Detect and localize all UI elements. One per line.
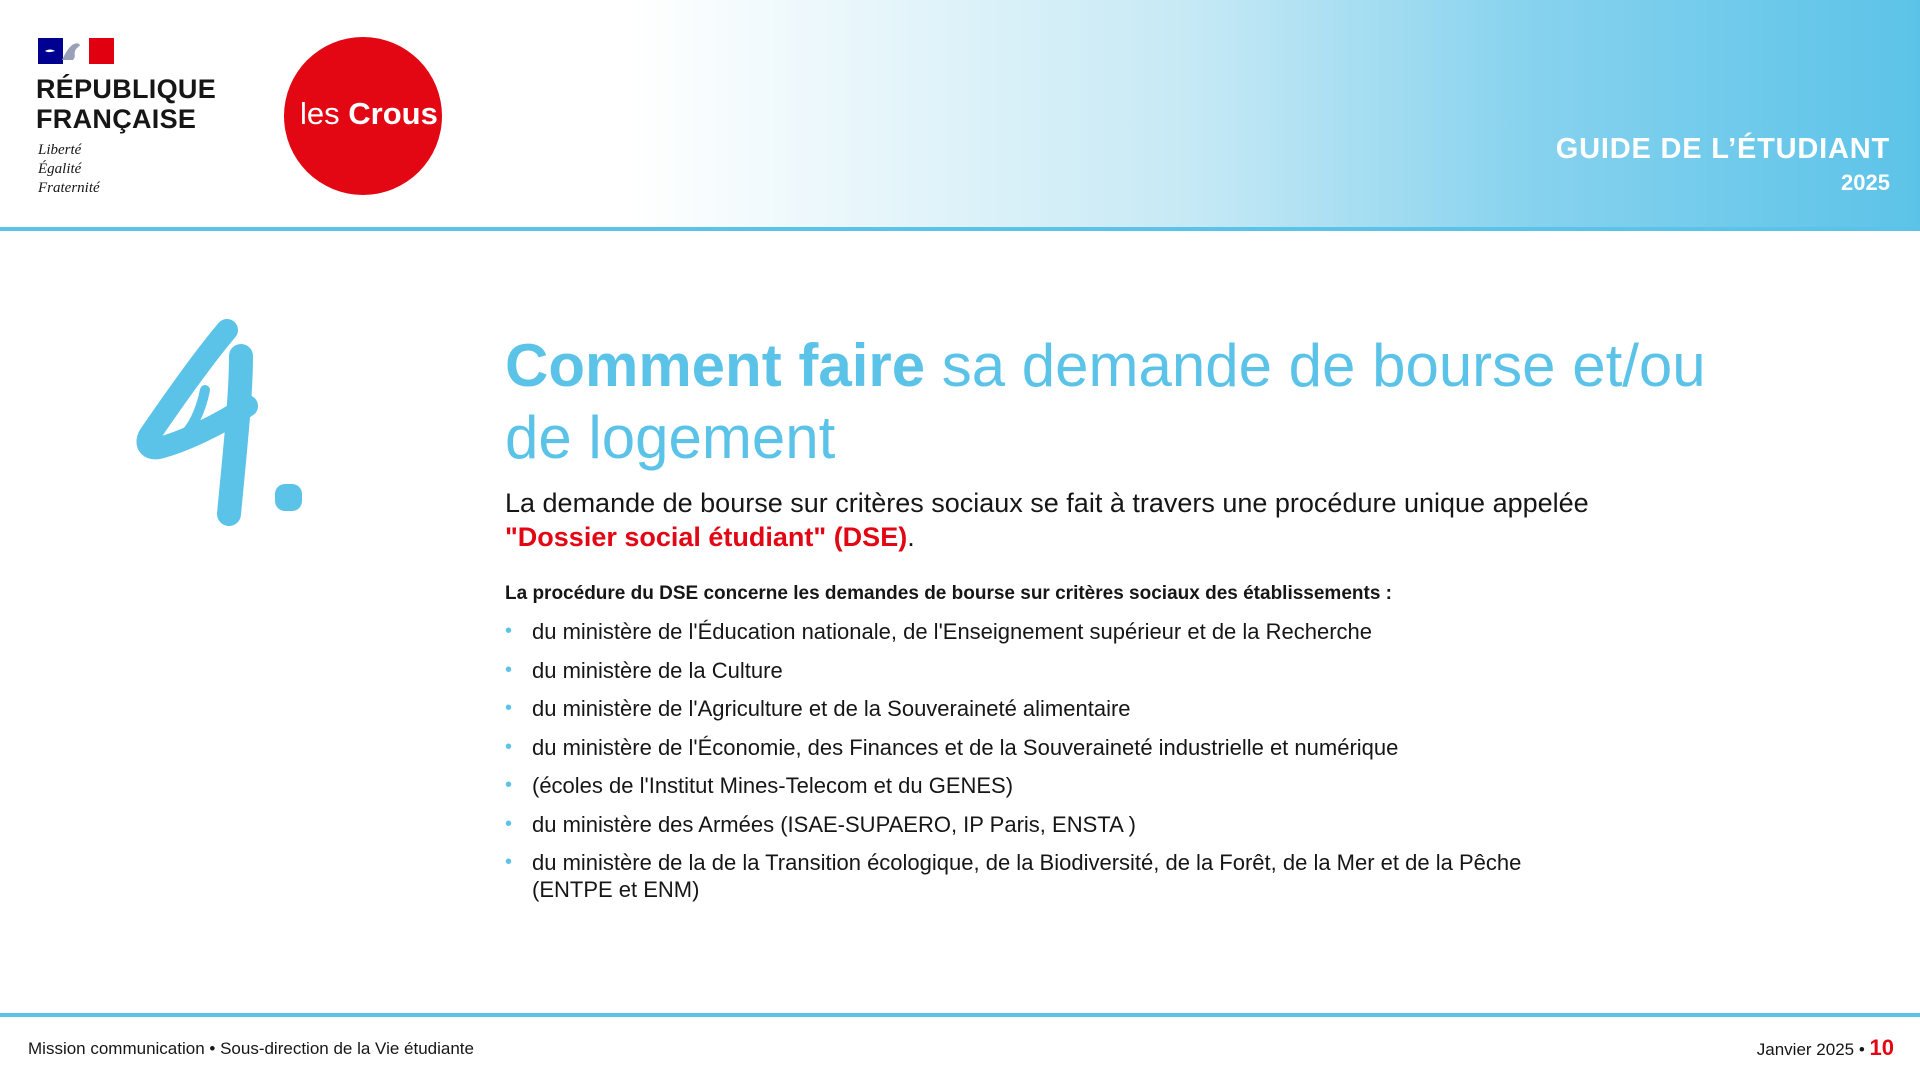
bullet-icon: •: [505, 812, 513, 835]
dse-highlight: "Dossier social étudiant" (DSE): [505, 522, 908, 552]
bullet-icon: •: [505, 851, 513, 873]
list-item: [505, 695, 1565, 722]
footer-page-info: [1757, 1036, 1894, 1062]
motto-line3: Fraternité: [38, 180, 100, 196]
crous-logo-text: [300, 95, 438, 133]
motto-line1: Liberté: [38, 142, 82, 158]
list-heading: La procédure du DSE concerne les demandes de bourse sur critères sociaux des établissements :: [505, 583, 1392, 604]
footer-separator: •: [1854, 1040, 1870, 1059]
footer-date: Janvier 2025: [1756, 1040, 1855, 1059]
republic-name-line2: FRANÇAISE: [36, 104, 197, 134]
republic-name-line1: RÉPUBLIQUE: [36, 74, 217, 104]
crous-logo-name: Crous: [348, 96, 438, 131]
section-number-graphic: [135, 318, 310, 528]
bullet-icon: •: [505, 658, 513, 681]
list-item-text: du ministère de l'Éducation nationale, de l'Enseignement supérieur et de la Recherche: [532, 619, 1373, 644]
list-item: [505, 657, 1565, 684]
page-header: [0, 0, 1920, 231]
list-item-text: du ministère de l'Économie, des Finances et de la Souveraineté industrielle et numérique: [532, 734, 1399, 760]
bullet-icon: •: [505, 735, 513, 758]
intro-text: La demande de bourse sur critères sociaux se fait à travers une procédure unique appelée: [505, 488, 1589, 518]
list-item: [505, 734, 1565, 761]
republic-motto: [38, 141, 100, 198]
footer-credits: Mission communication • Sous-direction de la Vie étudiante: [28, 1039, 474, 1058]
guide-title: GUIDE DE L’ÉTUDIANT: [1555, 133, 1890, 165]
intro-paragraph: [505, 486, 1605, 554]
motto-line2: Égalité: [38, 161, 82, 177]
guide-year: 2025: [1841, 170, 1890, 195]
bullet-icon: •: [505, 697, 513, 719]
list-item-text: du ministère des Armées (ISAE-SUPAERO, IP Paris, ENSTA ): [532, 811, 1136, 837]
page-title-rest: sa demande de bourse et/ou de logement: [505, 332, 1706, 471]
intro-end: .: [907, 522, 915, 552]
list-item-text: du ministère de la Culture: [532, 657, 783, 683]
page-title: [505, 330, 1755, 474]
list-item: [505, 618, 1565, 645]
list-item-text: du ministère de la de la Transition écologique, de la Biodiversité, de la Forêt, de la Mer et de la Pêche (ENTPE et ENM): [532, 850, 1522, 902]
page-number: 10: [1869, 1035, 1894, 1060]
list-item: [505, 849, 1565, 903]
crous-logo-prefix: les: [300, 96, 340, 131]
list-item: [505, 811, 1565, 838]
list-item-text: (écoles de l'Institut Mines-Telecom et du GENES): [532, 773, 1014, 798]
list-item: [505, 772, 1565, 799]
ministry-list: [505, 618, 1565, 915]
bullet-icon: •: [505, 620, 513, 642]
marianne-flag-icon: [38, 38, 114, 64]
crous-circle-logo: [284, 37, 442, 195]
page-title-emphasis: Comment faire: [505, 332, 926, 399]
list-item-text: du ministère de l'Agriculture et de la Souveraineté alimentaire: [532, 696, 1131, 721]
footer-divider: [0, 1013, 1920, 1017]
bullet-icon: •: [505, 774, 513, 796]
republique-francaise-label: [36, 74, 216, 134]
